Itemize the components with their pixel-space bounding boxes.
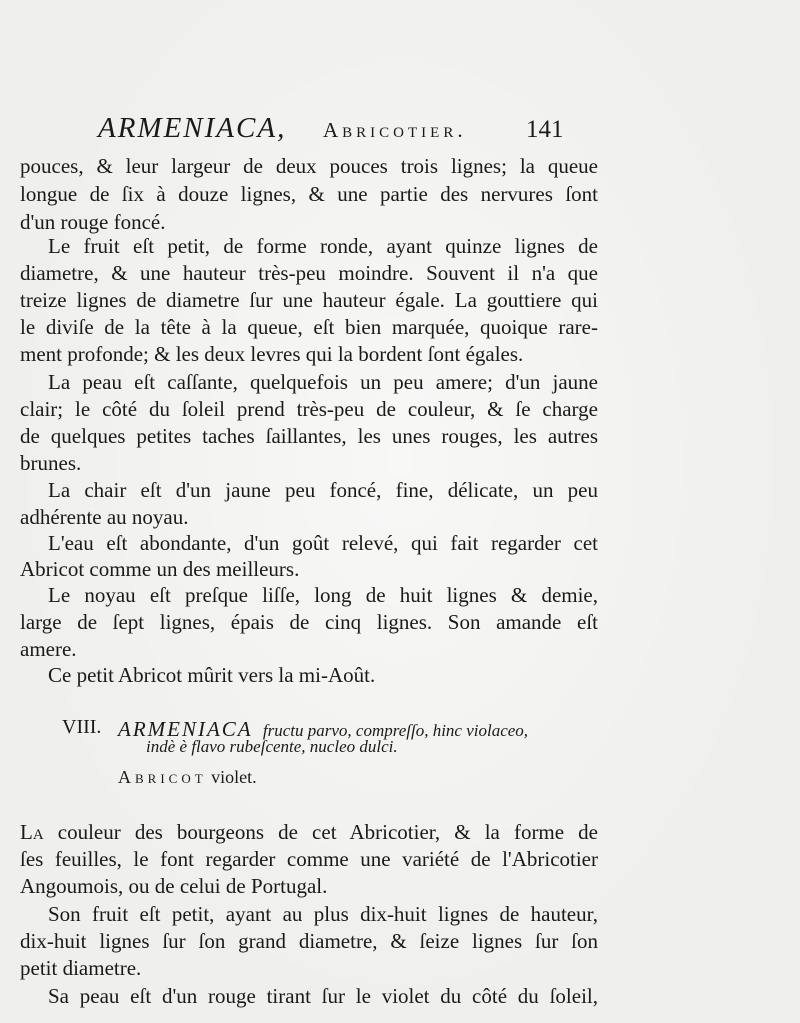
text-line: large de ſept lignes, épais de cinq lignes. Son amande eſt bbox=[20, 610, 598, 634]
text-line: Le fruit eſt petit, de forme ronde, ayant quinze lignes de bbox=[48, 234, 598, 258]
text-line: ment profonde; & les deux levres qui la bordent ſont égales. bbox=[20, 342, 524, 366]
section-number: VIII. bbox=[62, 716, 102, 738]
text-line-rest: couleur des bourgeons de cet Abricotier, & la forme de bbox=[57, 820, 599, 844]
text-line: L'eau eſt abondante, d'un goût relevé, qui fait regarder cet bbox=[48, 531, 598, 555]
text-line: Le noyau eſt preſque liſſe, long de huit lignes & demie, bbox=[48, 583, 598, 607]
text-line: pouces, & leur largeur de deux pouces trois lignes; la queue bbox=[20, 154, 598, 178]
section-description-line-2: indè è flavo rubeſcente, nucleo dulci. bbox=[146, 737, 398, 756]
text-line: brunes. bbox=[20, 451, 82, 475]
text-line: longue de ſix à douze lignes, & une partie des nervures ſont bbox=[20, 182, 598, 206]
text-line bbox=[20, 818, 598, 846]
text-line: La chair eſt d'un jaune peu foncé, fine, délicate, un peu bbox=[48, 478, 598, 502]
text-line: le diviſe de la tête à la queue, eſt bien marquée, quoique rare- bbox=[20, 315, 598, 339]
text-line: Angoumois, ou de celui de Portugal. bbox=[20, 874, 328, 898]
text-line: treize lignes de diametre ſur une hauteur égale. La gouttiere qui bbox=[20, 288, 598, 312]
text-line: Sa peau eſt d'un rouge tirant ſur le violet du côté du ſoleil, bbox=[48, 984, 598, 1008]
header-title: ARMENIACA, bbox=[98, 112, 287, 144]
drop-cap-word: La bbox=[20, 820, 44, 844]
variety-name-rest: violet. bbox=[211, 767, 257, 787]
text-line: d'un rouge foncé. bbox=[20, 210, 166, 234]
text-line: amere. bbox=[20, 637, 77, 661]
variety-name-caps: Abricot bbox=[118, 767, 207, 787]
section-genus: ARMENIACA bbox=[118, 717, 253, 741]
text-line: de quelques petites taches ſaillantes, les unes rouges, les autres bbox=[20, 424, 598, 448]
text-line: ſes feuilles, le font regarder comme une variété de l'Abricotier bbox=[20, 847, 598, 871]
variety-name bbox=[118, 767, 257, 788]
text-line: Ce petit Abricot mûrit vers la mi-Août. bbox=[48, 663, 376, 687]
running-header bbox=[98, 112, 598, 152]
text-line: Son fruit eſt petit, ayant au plus dix-huit lignes de hauteur, bbox=[48, 902, 598, 926]
section-description-line-1: fructu parvo, compreſſo, hinc violaceo, bbox=[262, 721, 529, 740]
header-subtitle: Abricotier. bbox=[323, 118, 467, 142]
text-line: dix-huit lignes ſur ſon grand diametre, & ſeize lignes ſur ſon bbox=[20, 929, 598, 953]
text-line: petit diametre. bbox=[20, 956, 142, 980]
text-line: adhérente au noyau. bbox=[20, 505, 189, 529]
text-line: Abricot comme un des meilleurs. bbox=[20, 557, 300, 581]
page-number: 141 bbox=[526, 116, 564, 143]
text-line: diametre, & une hauteur très-peu moindre. Souvent il n'a que bbox=[20, 261, 598, 285]
text-line: La peau eſt caſſante, quelquefois un peu amere; d'un jaune bbox=[48, 370, 598, 394]
text-line: clair; le côté du ſoleil prend très-peu de couleur, & ſe charge bbox=[20, 397, 598, 421]
